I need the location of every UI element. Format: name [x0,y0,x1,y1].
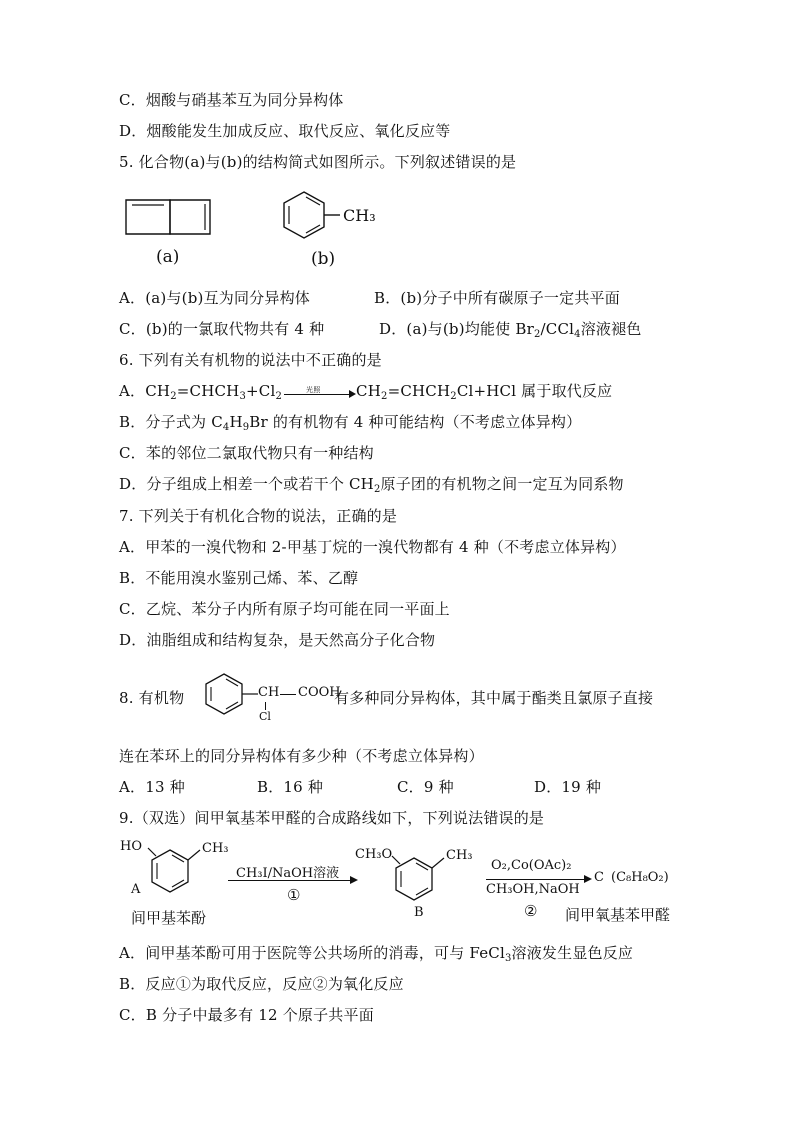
q6-condition: 光照 [306,386,321,394]
q8-stem-cont: 连在苯环上的同分异构体有多少种（不考虑立体异构） [119,747,484,765]
q9-step-1: ① [287,886,301,904]
q5-option-c: C．(b)的一氯取代物共有 4 种 [119,320,325,338]
q9-option-b: B．反应①为取代反应，反应②为氧化反应 [119,975,404,993]
q6-option-c: C．苯的邻位二氯取代物只有一种结构 [119,444,374,462]
q9-option-a: A．间甲基苯酚可用于医院等公共场所的消毒，可与 FeCl$_3$溶液发生显色反应 [119,944,634,964]
q7-option-a: A．甲苯的一溴代物和 2-甲基丁烷的一溴代物都有 4 种（不考虑立体异构） [119,538,626,556]
q7-stem: 7. 下列关于有机化合物的说法，正确的是 [119,507,398,525]
q4-option-c: C．烟酸与硝基苯互为同分异构体 [119,91,344,109]
q9-arrow-1-head [350,876,358,884]
q5-structure-a [118,188,218,240]
q5-option-a: A．(a)与(b)互为同分异构体 [119,289,310,307]
q9-arrow-2 [486,879,586,880]
q9-ch3o-label: CH₃O [355,847,393,862]
q8-stem-pre: 8. 有机物 [119,689,185,707]
q8-stem-post: 有多种同分异构体，其中属于酯类且氯原子直接 [334,689,654,707]
q5-label-a: (a) [156,247,180,267]
q9-stem: 9.（双选）间甲氧基苯甲醛的合成路线如下，下列说法错误的是 [119,809,545,827]
q8-bond-line [280,694,296,695]
q5-label-b: (b) [311,249,336,269]
q6-option-a: A．$CH_2=CHCH_3+Cl_2$ 光照 $CH_2=CHCH_2Cl+HCl$ 属于取代反应 [119,382,613,402]
q8-cooh-label: COOH [298,685,341,700]
q8-cl-label: Cl [259,710,271,723]
q9-label-a: A [131,882,141,897]
q9-b-ch3: CH₃ [446,848,473,863]
q8-option-d: D．19 种 [534,778,602,796]
q9-name-c: 间甲氧基苯甲醛 [565,906,671,924]
q5-option-b: B．(b)分子中所有碳原子一定共平面 [374,289,620,307]
q7-option-b: B．不能用溴水鉴别己烯、苯、乙醇 [119,569,359,587]
q9-arrow-1 [228,880,352,881]
q7-option-d: D．油脂组成和结构复杂，是天然高分子化合物 [119,631,436,649]
q6-option-b: B．分子式为 $C_4H_9Br$ 的有机物有 4 种可能结构（不考虑立体异构） [119,413,582,433]
q9-a-ch3: CH₃ [202,841,229,856]
q9-label-b: B [414,905,424,920]
q5-ch3: CH₃ [343,206,376,225]
q9-formula-c: (C₈H₈O₂) [611,870,669,885]
q9-product-c: C [594,870,604,885]
q9-ho-label: HO [120,839,142,854]
q9-reagent-2-top: O₂,Co(OAc)₂ [491,858,572,873]
q9-option-c: C．B 分子中最多有 12 个原子共平面 [119,1006,374,1024]
q7-option-c: C．乙烷、苯分子内所有原子均可能在同一平面上 [119,600,450,618]
q6-option-d: D．分子组成上相差一个或若干个 $CH_2$原子团的有机物之间一定互为同系物 [119,475,624,495]
q8-option-b: B．16 种 [257,778,324,796]
q8-ch-label: CH [258,685,280,700]
q8-cl-bond [265,702,266,710]
q5-option-d: D．(a)与(b)均能使 $Br_2/CCl_4$溶液褪色 [379,320,642,340]
q8-option-c: C．9 种 [397,778,454,796]
q9-arrow-2-head [584,875,592,883]
q9-reagent-2-bottom: CH₃OH,NaOH [486,882,580,897]
q9-reagent-1: CH₃I/NaOH溶液 [236,866,340,881]
q9-name-a: 间甲基苯酚 [131,909,207,927]
q5-stem: 5. 化合物(a)与(b)的结构简式如图所示。下列叙述错误的是 [119,153,517,171]
q4-option-d: D．烟酸能发生加成反应、取代反应、氧化反应等 [119,122,451,140]
q8-option-a: A．13 种 [119,778,185,796]
q9-step-2: ② [524,902,538,920]
q6-stem: 6. 下列有关有机物的说法中不正确的是 [119,351,382,369]
